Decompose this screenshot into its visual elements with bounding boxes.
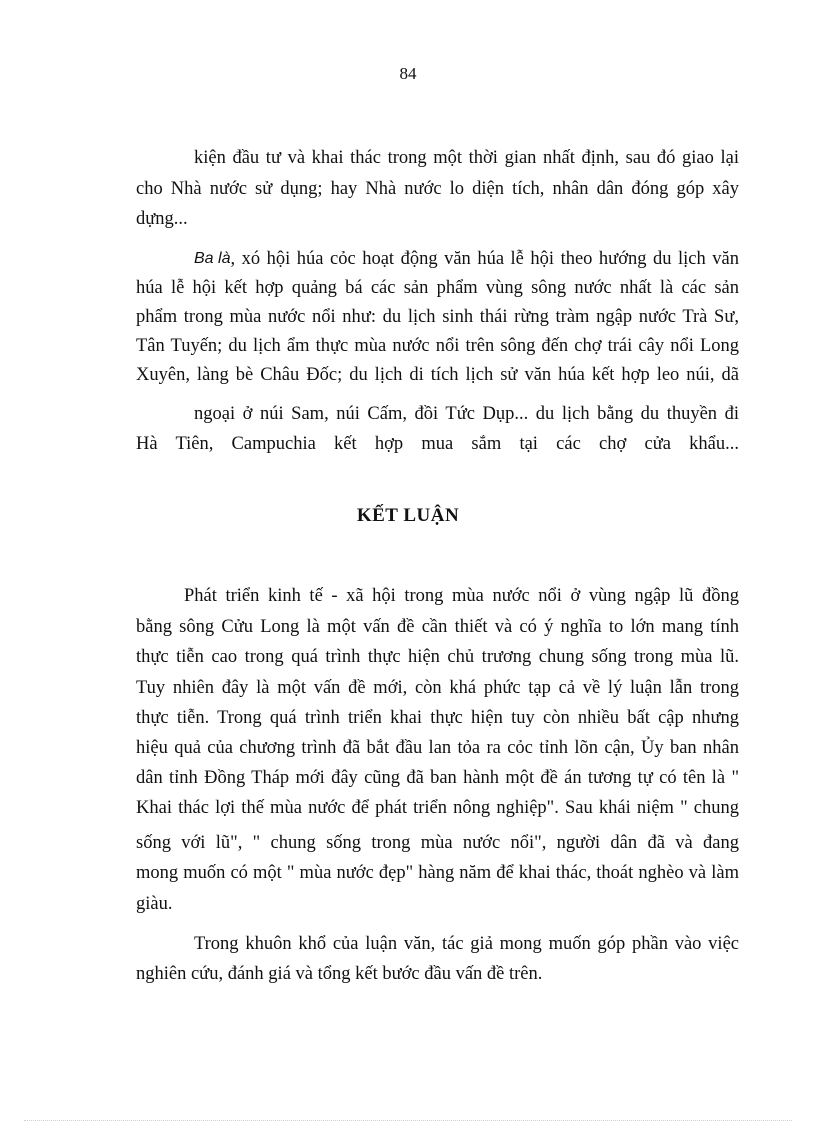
body-text-line: sống với lũ", " chung sống trong mùa nước nổi", người dân đã và đang — [136, 833, 739, 853]
body-text-line: húa lễ hội kết hợp quảng bá các sản phẩm vùng sông nước nhất là các sản — [136, 278, 739, 298]
body-text-line: mong muốn có một " mùa nước đẹp" hàng năm để khai thác, thoát nghèo và làm — [136, 863, 739, 883]
body-text-line: dân tỉnh Đồng Tháp mới đây cũng đã ban hành một đề án tương tự có tên là " — [136, 768, 739, 788]
body-text-fragment: , xó hội húa cỏc hoạt động văn húa lễ hội theo hướng du lịch văn — [230, 249, 739, 269]
body-text-line: Xuyên, làng bè Châu Đốc; du lịch di tích lịch sử văn húa kết hợp leo núi, dã — [136, 365, 739, 385]
body-text-line: Hà Tiên, Campuchia kết hợp mua sắm tại các chợ cửa khẩu... — [136, 434, 739, 454]
italic-lead-text: Ba là — [194, 250, 231, 267]
body-text-line: hiệu quả của chương trình đã bắt đầu lan tỏa ra cỏc tỉnh lõn cận, Ủy ban nhân — [136, 738, 739, 758]
body-text-line: thực tiễn cao trong quá trình thực hiện chủ trương chung sống trong mùa lũ. — [136, 647, 739, 667]
body-text-line: Khai thác lợi thế mùa nước để phát triển nông nghiệp". Sau khái niệm " chung — [136, 798, 739, 818]
body-text-line: bằng sông Cửu Long là một vấn đề cần thiết và có ý nghĩa to lớn mang tính — [136, 617, 739, 637]
body-text-line: ngoại ở núi Sam, núi Cấm, đồi Tức Dụp... du lịch bằng du thuyền đi — [194, 404, 739, 424]
body-text-line: phẩm trong mùa nước nổi như: du lịch sinh thái rừng tràm ngập nước Trà Sư, — [136, 307, 739, 327]
body-text-line: cho Nhà nước sử dụng; hay Nhà nước lo diện tích, nhân dân đóng góp xây — [136, 179, 739, 199]
body-text-line: dựng... — [136, 209, 188, 229]
page-number: 84 — [399, 64, 417, 83]
page-bottom-divider — [24, 1120, 792, 1121]
body-text-line: nghiên cứu, đánh giá và tổng kết bước đầu vấn đề trên. — [136, 964, 543, 984]
body-text-line: thực tiễn. Trong quá trình triển khai thực hiện tuy còn nhiều bất cập nhưng — [136, 708, 739, 728]
body-text-line: Tuy nhiên đây là một vấn đề mới, còn khá phức tạp cả về lý luận lẫn trong — [136, 678, 739, 698]
body-text-line: giàu. — [136, 894, 173, 914]
body-text-line: Phát triển kinh tế - xã hội trong mùa nước nổi ở vùng ngập lũ đồng — [184, 586, 739, 606]
body-text-line: Trong khuôn khổ của luận văn, tác giả mong muốn góp phần vào việc — [194, 934, 739, 954]
body-text-line — [194, 247, 739, 271]
body-text-line: Tân Tuyến; du lịch ẩm thực mùa nước nổi trên sông đến chợ trái cây nổi Long — [136, 336, 739, 356]
section-heading: KẾT LUẬN — [356, 505, 460, 526]
body-text-line: kiện đầu tư và khai thác trong một thời gian nhất định, sau đó giao lại — [194, 148, 739, 168]
